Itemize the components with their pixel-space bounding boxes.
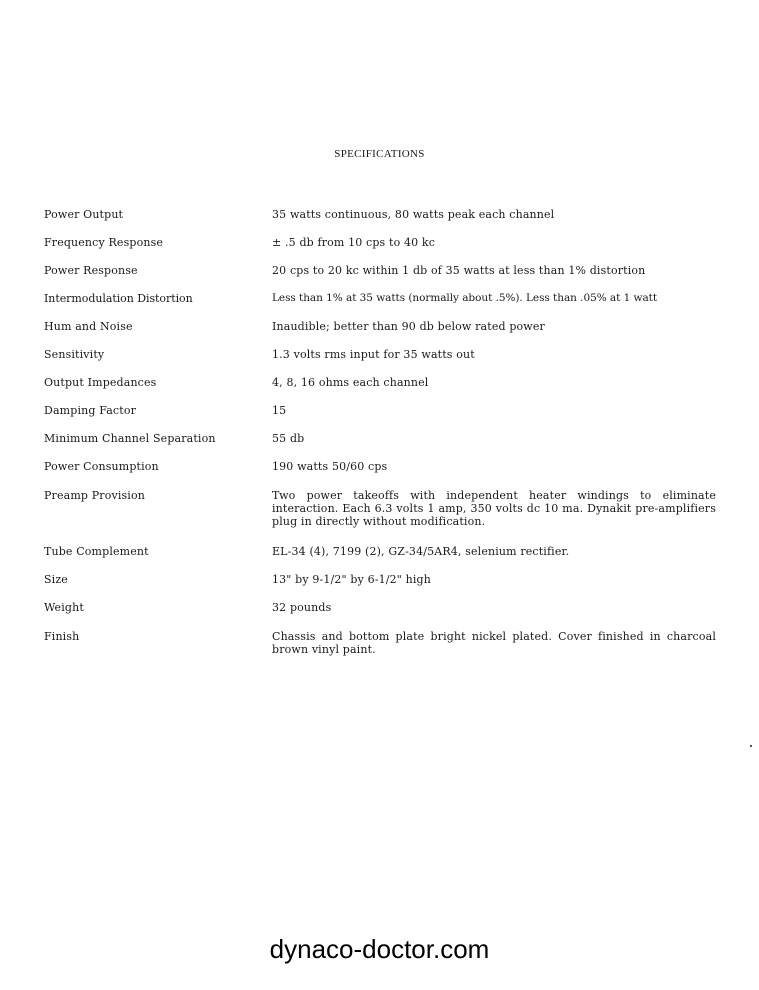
spec-value: Two power takeoffs with independent heater windings to eliminate interaction. Each 6.3 volts 1 amp, 350 volts dc 10 ma. Dynakit pre-amplifiers plug in directly without modification. [272,489,716,528]
spec-value: Inaudible; better than 90 db below rated power [272,320,545,333]
spec-value: ± .5 db from 10 cps to 40 kc [272,236,436,249]
spec-value: Chassis and bottom plate bright nickel plated. Cover finished in charcoal brown vinyl paint. [272,630,716,656]
spec-row-intermodulation-distortion [44,292,716,305]
spec-value: 190 watts 50/60 cps [272,460,388,473]
spec-row-minimum-channel-separation [44,432,716,445]
spec-row-weight [44,601,716,614]
spec-label: Size [44,573,68,586]
spec-row-power-response [44,264,716,277]
spec-label: Sensitivity [44,348,105,361]
spec-value: 4, 8, 16 ohms each channel [272,376,429,389]
footer-watermark-url: dynaco-doctor.com [269,934,490,964]
spec-row-power-consumption [44,460,716,473]
spec-value: 20 cps to 20 kc within 1 db of 35 watts at less than 1% distortion [272,264,646,277]
spec-row-power-output [44,208,716,221]
spec-value: 1.3 volts rms input for 35 watts out [272,348,475,361]
spec-value: 55 db [272,432,305,445]
spec-label: Tube Complement [44,545,149,558]
spec-label: Damping Factor [44,404,136,417]
spec-row-damping-factor [44,404,716,417]
spec-label: Weight [44,601,84,614]
spec-value: 32 pounds [272,601,332,614]
spec-value: Less than 1% at 35 watts (normally about .5%). Less than .05% at 1 watt [272,292,657,304]
spec-label: Power Response [44,264,138,277]
spec-row-output-impedances [44,376,716,389]
scan-speck [750,745,752,747]
spec-label: Power Consumption [44,460,159,473]
spec-row-size [44,573,716,586]
spec-row-hum-and-noise [44,320,716,333]
spec-label: Power Output [44,208,124,221]
spec-label: Hum and Noise [44,320,133,333]
spec-row-sensitivity [44,348,716,361]
spec-row-preamp-provision [44,489,716,528]
spec-label: Preamp Provision [44,489,145,502]
spec-value: EL-34 (4), 7199 (2), GZ-34/5AR4, selenium rectifier. [272,545,570,558]
spec-label: Intermodulation Distortion [44,292,193,305]
spec-value: 35 watts continuous, 80 watts peak each channel [272,208,555,221]
spec-label: Output Impedances [44,376,157,389]
spec-label: Minimum Channel Separation [44,432,216,445]
spec-value: 13" by 9-1/2" by 6-1/2" high [272,573,431,586]
page-title: SPECIFICATIONS [334,148,425,160]
spec-row-finish [44,630,716,656]
spec-row-tube-complement [44,545,716,558]
spec-row-frequency-response [44,236,716,249]
spec-value: 15 [272,404,287,417]
spec-label: Finish [44,630,80,643]
spec-label: Frequency Response [44,236,164,249]
